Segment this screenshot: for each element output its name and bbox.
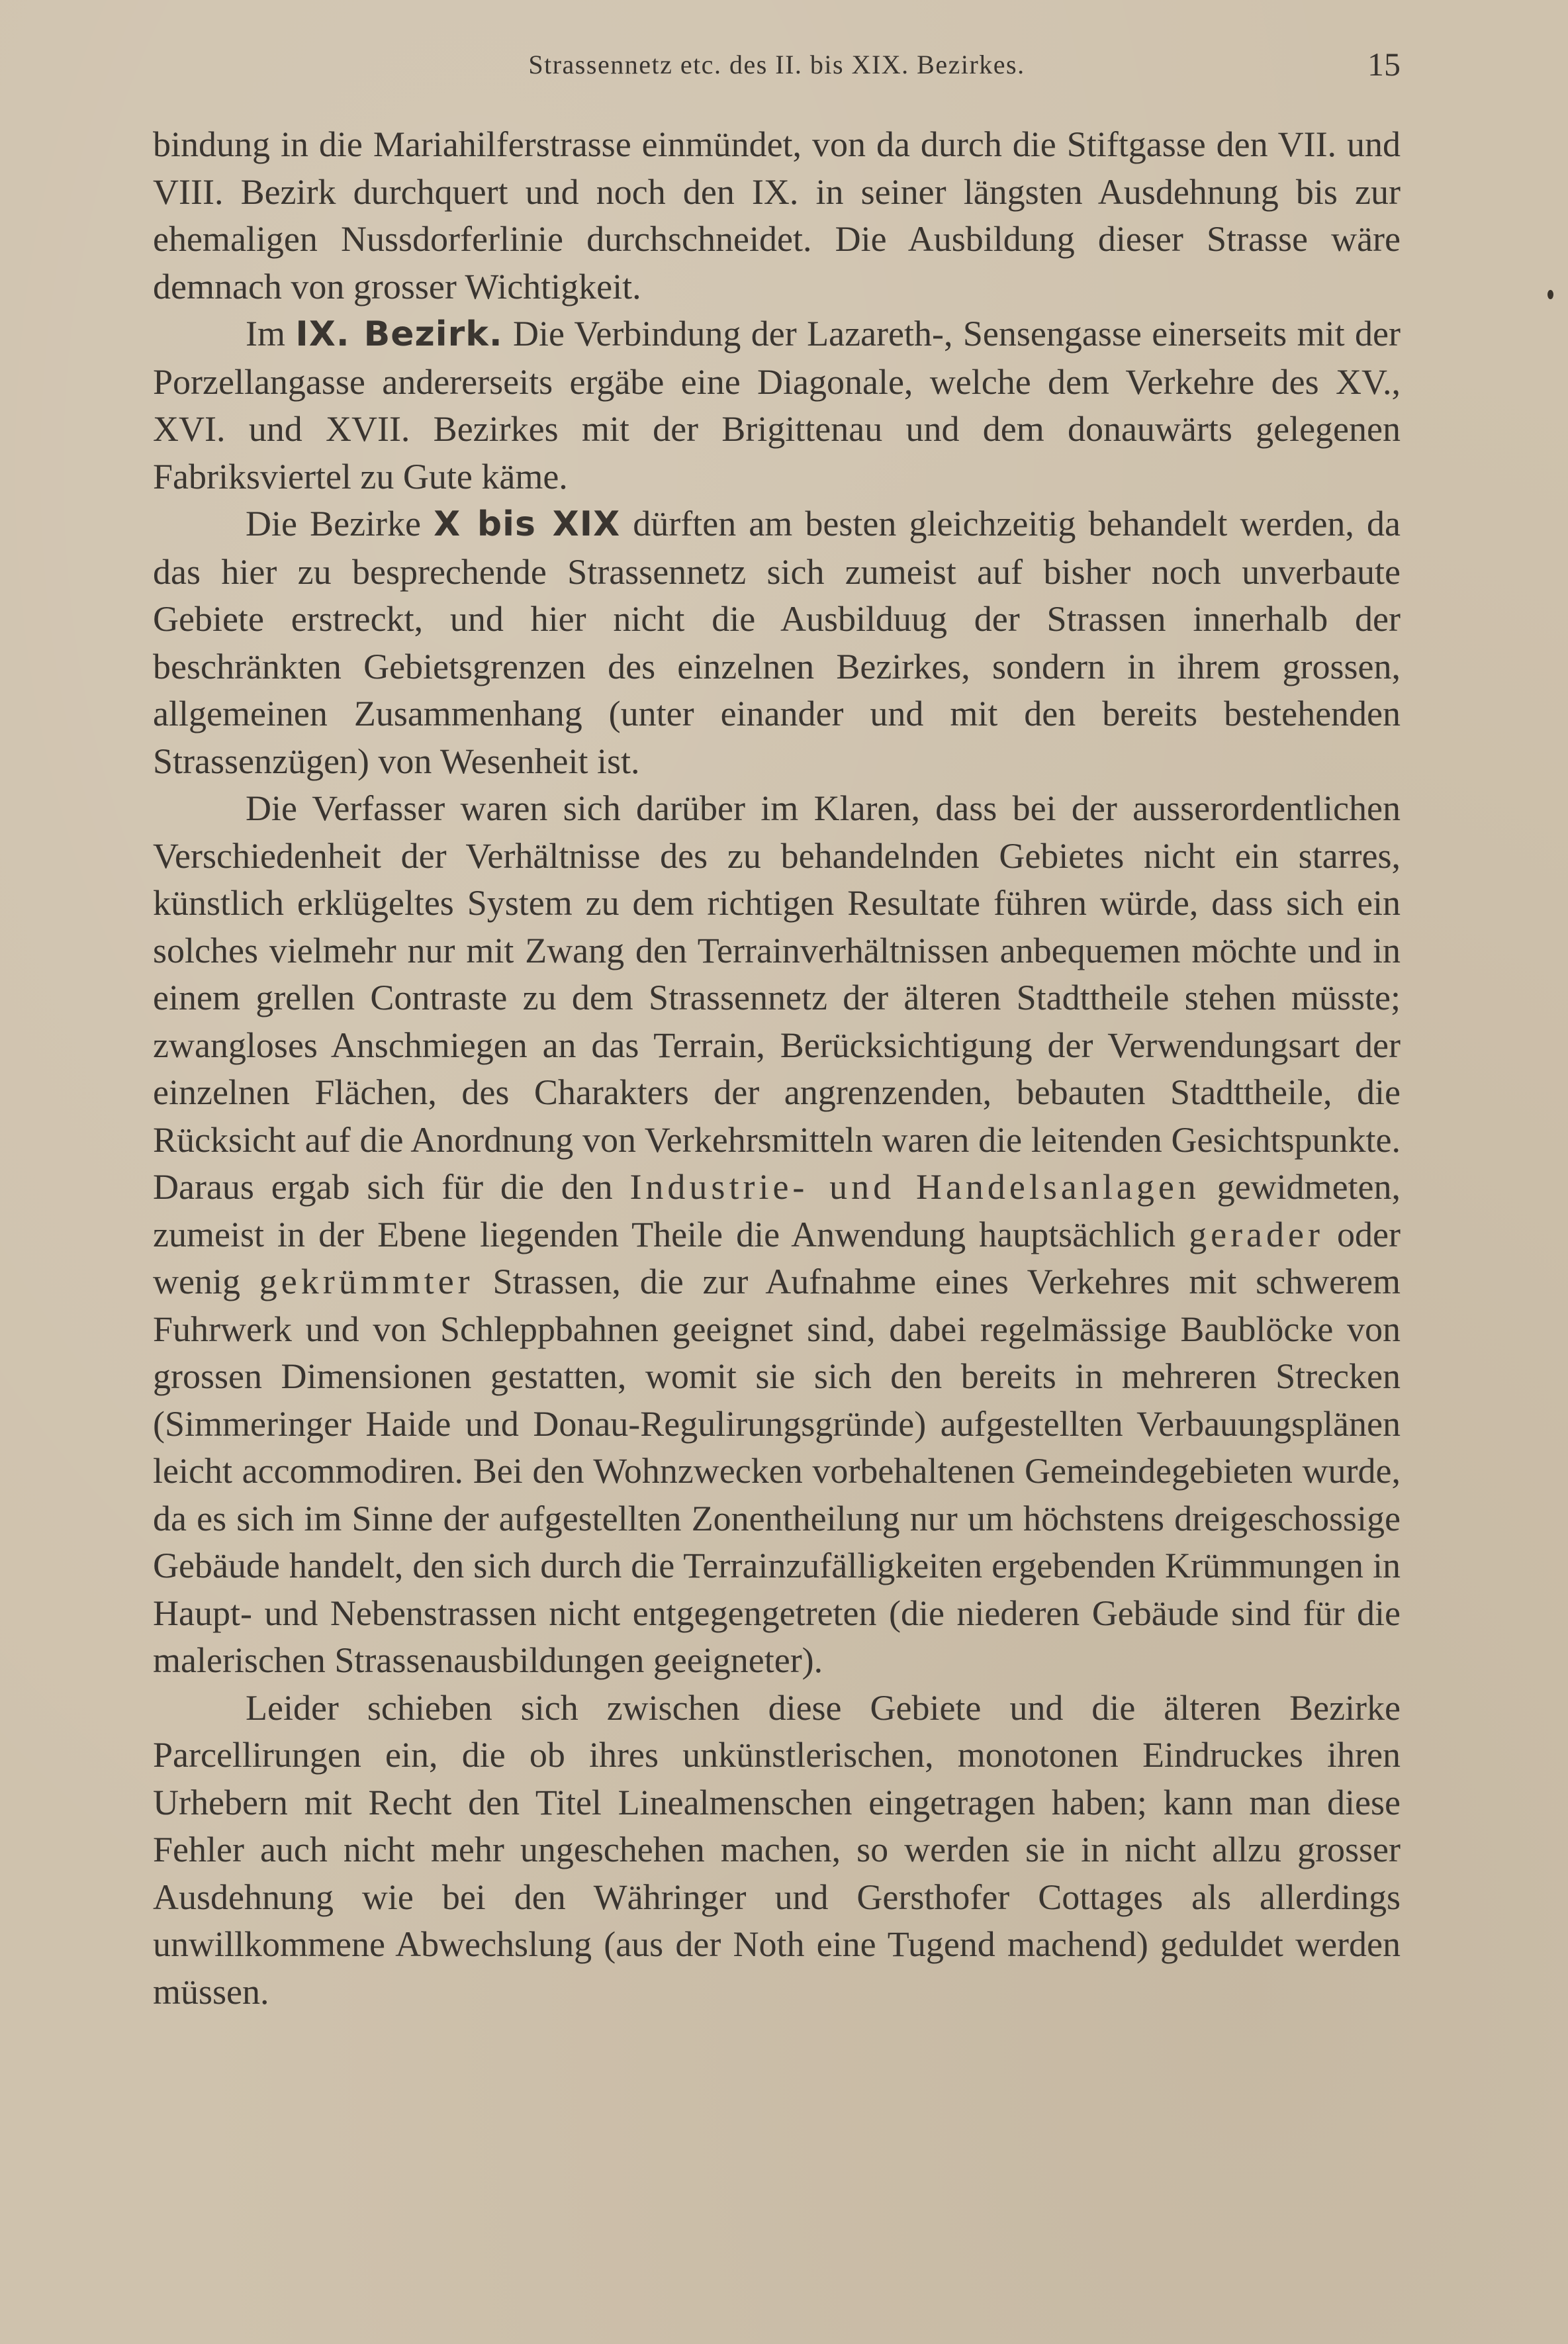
text-run: oder wenig — [153, 1214, 1401, 1301]
running-title: Strassennetz etc. des II. bis XIX. Bezirkes. — [528, 50, 1025, 79]
text-run: Die Bezirke — [246, 504, 434, 543]
text-run: gewidmeten, zumeist in der Ebene liegenden Theile die Anwendung hauptsächlich — [153, 1167, 1401, 1254]
page-number: 15 — [1367, 46, 1401, 83]
text-run: dürften am besten gleichzeitig behandelt werden, da das hier zu besprechende Strassennetz sich zumeist auf bisher noch unverbaute Gebiete erstreckt, und hier nicht die Ausbilduug der Strassen innerhalb der beschränkten Gebietsgrenzen des einzelnen Bezirkes, sondern in ihrem grossen, allgemeinen Zusammenhang (unter einander und mit den bereits bestehenden Strassenzügen) von Wesenheit ist. — [153, 504, 1401, 781]
text-run: Strassen, die zur Aufnahme eines Verkehres mit schwerem Fuhrwerk und von Schleppbahnen geeignet sind, dabei regelmässige Baublöcke von grossen Dimensionen gestatten, womit sie sich den bereits in mehreren Strecken (Simmeringer Haide und Donau-Regulirungsgründe) aufgestellten Verbauungsplänen leicht accommodiren. Bei den Wohnzwecken vorbehaltenen Gemeindegebieten wurde, da es sich im Sinne der aufgestellten Zonentheilung nur um höchstens dreigeschossige Gebäude handelt, den sich durch die Terrainzufälligkeiten ergebenden Krümmungen in Haupt- und Nebenstrassen nicht entgegengetreten (die niederen Gebäude sind für die malerischen Strassenausbildungen geeigneter). — [153, 1262, 1401, 1680]
running-head — [153, 44, 1401, 83]
district-heading: IX. Bezirk. — [295, 314, 503, 354]
body-text — [153, 121, 1401, 2016]
text-run: Die Verbindung der Lazareth-, Sensengasse einerseits mit der Porzellangasse andererseits ergäbe eine Diagonale, welche dem Verkehre des XV., XVI. und XVII. Bezirkes mit der Brigittenau und dem donauwärts gelegenen Fabriksviertel zu Gute käme. — [153, 314, 1401, 496]
emphasis-spaced: gekrümmter — [259, 1262, 474, 1301]
paragraph — [153, 1685, 1401, 2016]
emphasis-spaced: gerader — [1189, 1214, 1324, 1254]
paragraph — [153, 500, 1401, 785]
text-run: Im — [246, 314, 296, 353]
text-run: Die Verfasser waren sich darüber im Klaren, dass bei der ausserordentlichen Verschiedenheit der Verhältnisse des zu behandelnden Gebietes nicht ein starres, künstlich erklügeltes System zu dem richtigen Resultate führen würde, dass sich ein solches vielmehr nur mit Zwang den Terrainverhältnissen anbequemen möchte und in einem grellen Contraste zu dem Strassennetz der älteren Stadttheile stehen müsste; zwangloses Anschmiegen an das Terrain, Berücksichtigung der Verwendungsart der einzelnen Flächen, des Charakters der angrenzenden, bebauten Stadttheile, die Rücksicht auf die Anordnung von Verkehrsmitteln waren die leitenden Gesichtspunkte. Daraus ergab sich für die den — [153, 788, 1401, 1207]
text-run: Leider schieben sich zwischen diese Gebiete und die älteren Bezirke Parcellirungen ein, die ob ihres unkünstlerischen, monotonen Eindruckes ihren Urhebern mit Recht den Titel Linealmenschen eingetragen haben; kann man diese Fehler auch nicht mehr ungeschehen machen, so werden sie in nicht allzu grosser Ausdehnung wie bei den Währinger und Gersthofer Cottages als allerdings unwillkommene Abwechslung (aus der Noth eine Tugend machend) geduldet werden müssen. — [153, 1687, 1401, 2012]
paragraph — [153, 785, 1401, 1685]
district-heading: X bis XIX — [434, 504, 621, 544]
emphasis-spaced: Industrie- und Handelsanlagen — [629, 1167, 1200, 1207]
paragraph — [153, 121, 1401, 310]
paragraph — [153, 310, 1401, 500]
ink-speck — [1547, 290, 1553, 299]
text-run: bindung in die Mariahilferstrasse einmündet, von da durch die Stiftgasse den VII. und VIII. Bezirk durchquert und noch den IX. in seiner längsten Ausdehnung bis zur ehemaligen Nussdorferlinie durchschneidet. Die Ausbildung dieser Strasse wäre demnach von grosser Wichtigkeit. — [153, 124, 1401, 306]
